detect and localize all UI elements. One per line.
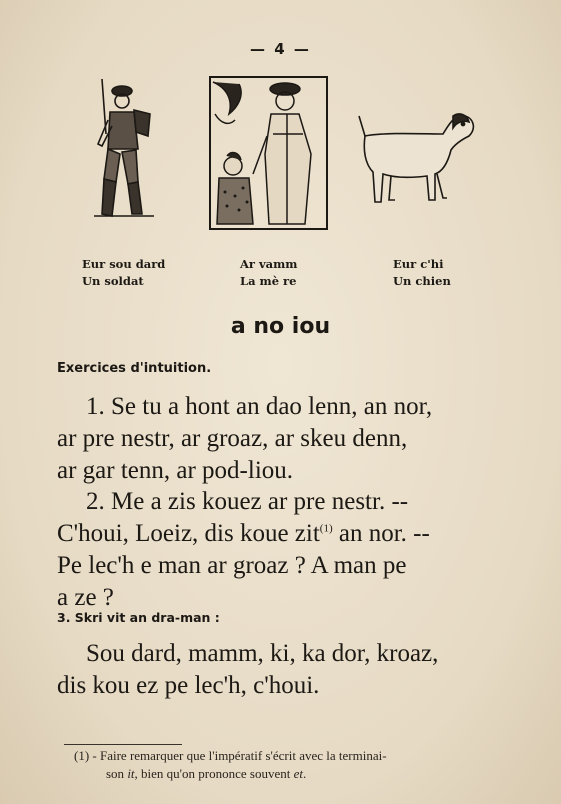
- exercise3-heading: 3. Skri vit an dra-man :: [57, 610, 220, 625]
- footnote-text: son: [106, 766, 128, 781]
- exercise2-line4: a ze ?: [57, 584, 114, 611]
- caption-soldier: [82, 256, 165, 290]
- caption-french: Un soldat: [82, 274, 144, 288]
- exercise1-line2: ar pre nestr, ar groaz, ar skeu denn,: [57, 425, 408, 452]
- mother-child-illustration-icon: [207, 74, 330, 232]
- footnote-italic: et: [293, 766, 303, 781]
- exercise2-line3: Pe lec'h e man ar groaz ? A man pe: [57, 552, 407, 579]
- soldier-illustration-icon: [88, 74, 162, 224]
- caption-french: La mè re: [240, 274, 297, 288]
- caption-dog: [393, 256, 451, 290]
- footnote-italic: it: [127, 766, 135, 781]
- exercise3-line2: dis kou ez pe lec'h, c'houi.: [57, 672, 320, 699]
- exercise1-line3: ar gar tenn, ar pod-liou.: [57, 457, 294, 484]
- exercise2-line1: 2. Me a zis kouez ar pre nestr. --: [86, 488, 409, 515]
- exercises-heading: Exercices d'intuition.: [57, 361, 212, 376]
- dog-illustration-icon: [355, 106, 477, 208]
- caption-french: Un chien: [393, 274, 451, 288]
- caption-breton: Eur c'hi: [393, 257, 444, 271]
- footnote-divider: [64, 744, 182, 745]
- exercise1-line1: 1. Se tu a hont an dao lenn, an nor,: [86, 393, 433, 420]
- footnote-line1: (1) - Faire remarquer que l'impératif s'écrit avec la terminai-: [74, 748, 387, 763]
- page-number: — 4 —: [250, 40, 311, 58]
- lesson-title: a no iou: [230, 314, 331, 339]
- footnote-line2: [74, 765, 514, 783]
- exercise3-line1: Sou dard, mamm, ki, ka dor, kroaz,: [86, 640, 439, 667]
- footnote: [74, 747, 514, 783]
- footnote-text: , bien qu'on prononce souvent: [134, 766, 294, 781]
- caption-mother: [240, 256, 297, 290]
- footnote-marker: (1): [319, 522, 333, 535]
- caption-breton: Eur sou dard: [82, 257, 166, 271]
- caption-breton: Ar vamm: [240, 257, 298, 271]
- footnote-text: .: [302, 766, 307, 781]
- exercise2-line2-part1: C'houi, Loeiz, dis koue zit: [57, 520, 320, 547]
- exercise2-line2: [57, 518, 430, 550]
- exercise2-line2-part2: an nor. --: [332, 520, 430, 547]
